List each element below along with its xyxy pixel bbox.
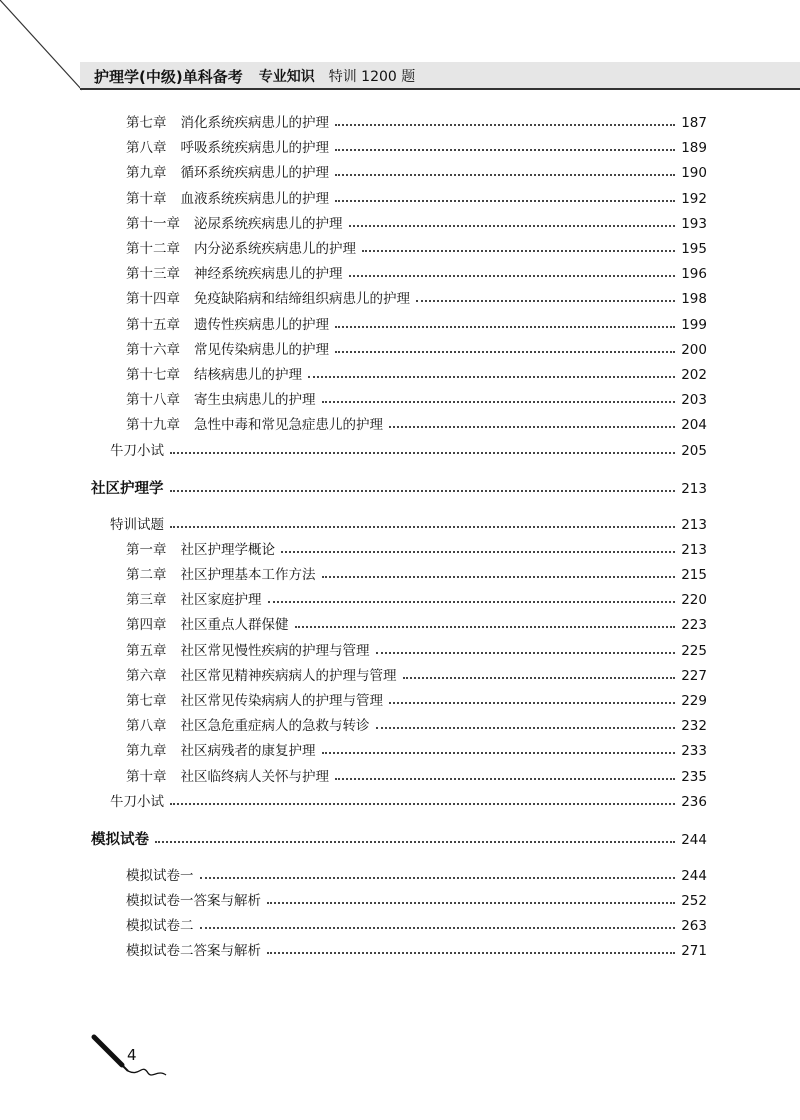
toc-entry-label [126,539,275,561]
toc-entry[interactable] [0,440,800,462]
toc-page-number: 252 [681,893,707,909]
dot-leader [170,526,675,528]
toc-entry-label [126,137,329,159]
dot-leader [322,576,676,578]
dot-leader [389,426,675,428]
toc-entry-label [126,665,397,687]
toc-chapter-number: 第十章 [126,768,167,785]
toc-page-number: 227 [681,667,707,684]
toc-entry-label [126,288,410,310]
toc-chapter-number: 第十一章 [126,215,180,232]
toc-page-number: 244 [681,867,707,884]
toc-page-number: 203 [681,392,707,409]
toc-title: 模拟试卷 [91,831,149,848]
book-title: 护理学(中级)单科备考 [94,67,243,86]
header-subtitle-2: 特训 1200 题 [328,69,416,85]
toc-entry[interactable] [0,137,800,159]
toc-page-number: 190 [681,165,707,182]
dot-leader [349,225,676,227]
toc-page-number: 192 [681,190,707,207]
toc-entry[interactable] [0,940,800,962]
toc-title: 循环系统疾病患儿的护理 [180,165,329,182]
toc-entry[interactable] [0,890,800,912]
toc-entry-label [126,589,262,611]
toc-page-number: 213 [681,480,707,497]
toc-entry-label [126,162,329,184]
toc-title: 社区常见精神疾病病人的护理与管理 [180,667,397,684]
toc-title: 消化系统疾病患儿的护理 [180,115,329,131]
toc-title: 模拟试卷一 [126,867,194,884]
toc-entry[interactable] [0,829,800,851]
toc-chapter-number: 第九章 [126,165,167,182]
toc-entry[interactable] [0,715,800,737]
toc-page-number: 202 [681,367,707,383]
toc-title: 社区急危重症病人的急救与转诊 [180,718,370,735]
dot-leader [322,752,676,754]
dot-leader [170,803,675,805]
dot-leader [335,200,675,202]
toc-entry[interactable] [0,414,800,436]
toc-title: 结核病患儿的护理 [194,367,302,383]
toc-page-number: 263 [681,918,707,935]
toc-entry-label [126,112,329,134]
toc-chapter-number: 第四章 [126,617,167,634]
dot-leader [362,250,675,252]
dot-leader [170,490,676,492]
toc-page-number: 271 [681,943,707,960]
dot-leader [200,927,676,929]
toc-title: 社区病残者的康复护理 [180,743,316,760]
toc-chapter-number: 第七章 [126,693,167,709]
toc-entry-label [126,339,329,361]
toc-page-number: 229 [681,693,707,709]
toc-title: 模拟试卷二 [126,918,194,935]
toc-title: 血液系统疾病患儿的护理 [180,190,329,207]
toc-title: 内分泌系统疾病患儿的护理 [194,241,356,257]
toc-entry[interactable] [0,112,800,134]
toc-title: 模拟试卷一答案与解析 [126,893,261,909]
toc-entry-label [126,766,329,788]
toc-title: 特训试题 [110,516,164,533]
toc-chapter-number: 第二章 [126,567,167,583]
toc-entry[interactable] [0,740,800,762]
dot-leader [155,841,675,843]
toc-title: 急性中毒和常见急症患儿的护理 [194,417,383,434]
toc-entry-label [126,314,329,336]
header-rule [80,88,800,90]
toc-entry[interactable] [0,915,800,937]
toc-entry[interactable] [0,162,800,184]
toc-entry[interactable] [0,865,800,887]
toc-chapter-number: 第十章 [126,190,167,207]
toc-entry[interactable] [0,263,800,285]
toc-title: 遗传性疾病患儿的护理 [194,316,329,333]
toc-entry-label [110,440,164,462]
toc-chapter-number: 第十二章 [126,241,180,257]
toc-entry-label [126,389,316,411]
toc-title: 社区临终病人关怀与护理 [180,768,329,785]
toc-entry-label [126,414,383,436]
toc-entry[interactable] [0,188,800,210]
dot-leader [403,677,676,679]
running-header [80,62,800,90]
toc-entry[interactable] [0,640,800,662]
toc-title: 常见传染病患儿的护理 [194,341,329,358]
toc-page-number: 215 [681,567,707,583]
dot-leader [308,376,675,378]
dot-leader [335,351,675,353]
toc-title: 牛刀小试 [110,442,164,459]
toc-chapter-number: 第六章 [126,667,167,684]
toc-title: 牛刀小试 [110,793,164,810]
toc-page-number: 232 [681,718,707,735]
toc-entry[interactable] [0,389,800,411]
toc-entry[interactable] [0,589,800,611]
page-number: 4 [127,1046,137,1064]
toc-entry[interactable] [0,238,800,260]
toc-page-number: 213 [681,541,707,558]
toc-entry[interactable] [0,539,800,561]
dot-leader [295,626,676,628]
dot-leader [335,124,675,126]
dot-leader [376,727,676,729]
toc-entry[interactable] [0,791,800,813]
toc-page-number: 195 [681,241,707,257]
toc-entry-label [126,238,356,260]
toc-entry-label [126,740,316,762]
toc-page-number: 205 [681,442,707,459]
toc-entry-label [110,791,164,813]
toc-entry[interactable] [0,478,800,500]
toc-chapter-number: 第十八章 [126,392,180,409]
toc-page-number: 189 [681,140,707,157]
dot-leader [376,652,676,654]
toc-chapter-number: 第十九章 [126,417,180,434]
toc-entry[interactable] [0,339,800,361]
toc-entry[interactable] [0,614,800,636]
dot-leader [335,326,675,328]
toc-chapter-number: 第十五章 [126,316,180,333]
toc-page-number: 223 [681,617,707,634]
toc-title: 社区护理基本工作方法 [180,567,316,583]
toc-entry[interactable] [0,690,800,712]
toc-title: 社区常见传染病病人的护理与管理 [180,693,383,709]
toc-chapter-number: 第十四章 [126,291,180,308]
toc-chapter-number: 第八章 [126,140,167,157]
toc-page-number: 196 [681,266,707,283]
toc-entry[interactable] [0,514,800,536]
toc-entry-label [126,690,383,712]
toc-chapter-number: 第八章 [126,718,167,735]
dot-leader [335,778,675,780]
toc-entry-label [126,263,343,285]
toc-entry-label [126,915,194,937]
toc-page-number: 244 [681,831,707,848]
toc-title: 社区护理学 [91,480,164,497]
toc-entry[interactable] [0,288,800,310]
toc-page-number: 198 [681,291,707,308]
toc-chapter-number: 第十三章 [126,266,180,283]
toc-chapter-number: 第三章 [126,592,167,609]
toc-entry-label [126,940,261,962]
toc-page-number: 204 [681,417,707,434]
toc-page-number: 199 [681,316,707,333]
toc-entry-label [126,364,302,386]
dot-leader [267,902,675,904]
toc-title: 泌尿系统疾病患儿的护理 [194,215,343,232]
toc-title: 社区重点人群保健 [180,617,289,634]
toc-entry-label [126,213,343,235]
dot-leader [281,551,675,553]
toc-page-number: 225 [681,642,707,659]
toc-entry[interactable] [0,665,800,687]
toc-entry[interactable] [0,314,800,336]
dot-leader [335,174,675,176]
toc-title: 社区家庭护理 [180,592,262,609]
toc-entry-label [126,640,370,662]
toc-entry[interactable] [0,213,800,235]
header-subtitle-1: 专业知识 [258,69,315,85]
toc-page-number: 200 [681,341,707,358]
toc-entry-label [126,564,316,586]
toc-title: 呼吸系统疾病患儿的护理 [180,140,329,157]
dot-leader [170,452,675,454]
dot-leader [322,401,676,403]
toc-entry-label [91,829,149,851]
toc-page-number: 233 [681,743,707,760]
toc-chapter-number: 第一章 [126,541,167,558]
dot-leader [335,149,675,151]
toc-chapter-number: 第七章 [126,115,167,131]
toc-entry[interactable] [0,766,800,788]
toc-chapter-number: 第九章 [126,743,167,760]
toc-page-number: 187 [681,115,707,131]
toc-title: 模拟试卷二答案与解析 [126,943,261,960]
toc-title: 社区护理学概论 [180,541,275,558]
toc-entry-label [126,614,289,636]
toc-entry[interactable] [0,564,800,586]
toc-entry-label [126,715,370,737]
dot-leader [268,601,676,603]
toc-entry-label [126,188,329,210]
toc-page-number: 213 [681,516,707,533]
toc-page-number: 236 [681,793,707,810]
dot-leader [200,877,676,879]
toc-title: 社区常见慢性疾病的护理与管理 [180,642,370,659]
toc-title: 免疫缺陷病和结缔组织病患儿的护理 [194,291,410,308]
dot-leader [389,702,675,704]
toc-page-number: 235 [681,768,707,785]
toc-page-number: 193 [681,215,707,232]
toc-chapter-number: 第五章 [126,642,167,659]
dot-leader [416,300,675,302]
toc-chapter-number: 第十六章 [126,341,180,358]
toc-entry[interactable] [0,364,800,386]
toc-page-number: 220 [681,592,707,609]
toc-entry-label [91,478,164,500]
toc-title: 寄生虫病患儿的护理 [194,392,316,409]
toc-chapter-number: 第十七章 [126,367,180,383]
toc-entry-label [126,890,261,912]
dot-leader [267,952,675,954]
toc-title: 神经系统疾病患儿的护理 [194,266,343,283]
dot-leader [349,275,676,277]
toc-entry-label [110,514,164,536]
toc-entry-label [126,865,194,887]
